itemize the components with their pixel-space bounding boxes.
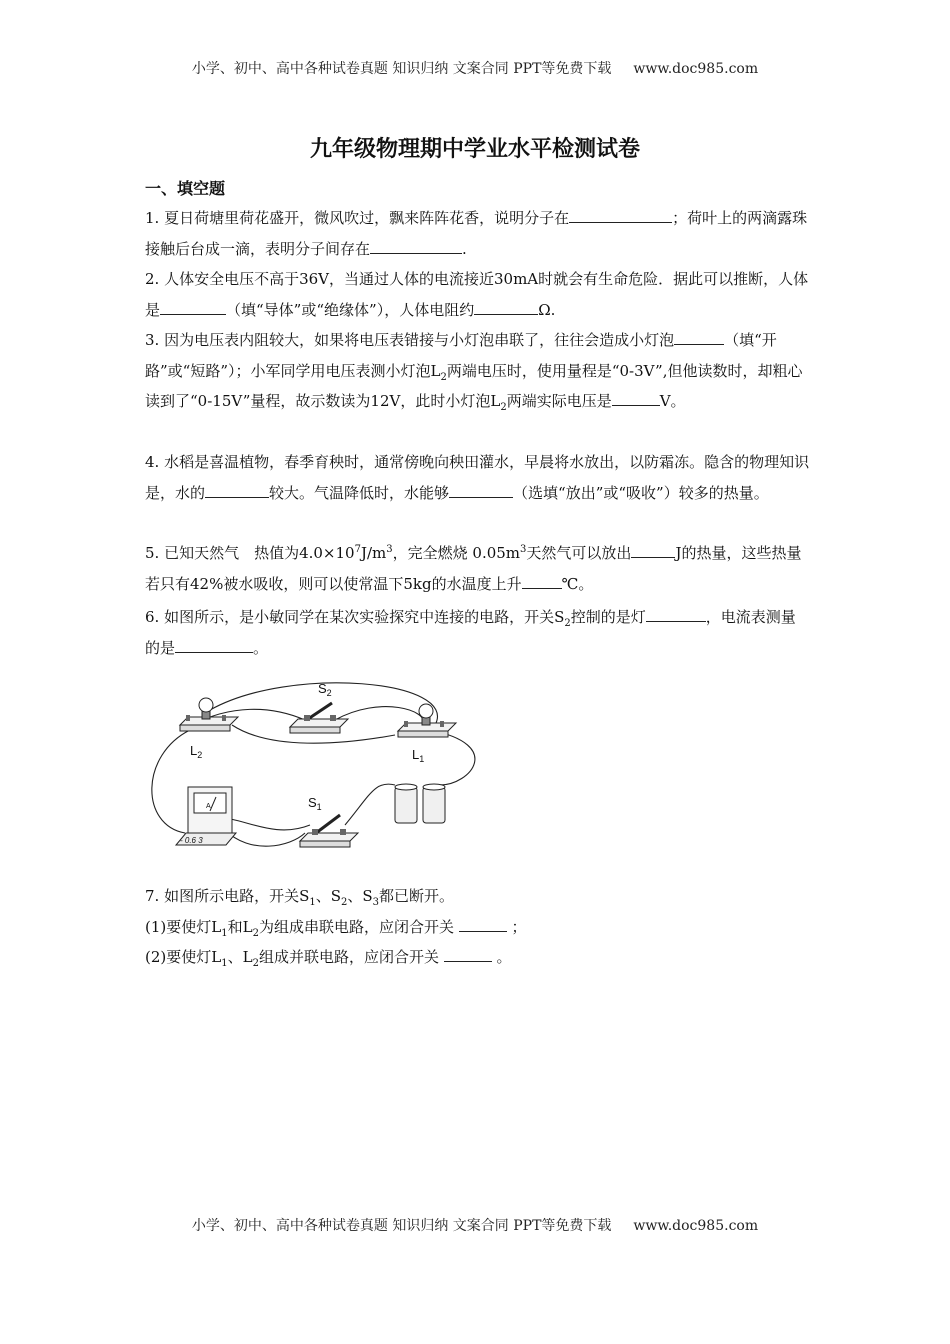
answer-blank[interactable] — [160, 298, 226, 315]
answer-blank[interactable] — [205, 481, 269, 498]
header-text: 小学、初中、高中各种试卷真题 知识归纳 文案合同 PPT等免费下载 — [191, 61, 612, 77]
answer-blank[interactable] — [612, 389, 660, 406]
bulb-icon — [419, 704, 433, 718]
label-l1: $L_1$ — [412, 747, 425, 764]
footer-url[interactable]: www.doc985.com — [633, 1218, 759, 1234]
circuit-diagram — [140, 675, 500, 865]
answer-blank[interactable] — [449, 481, 513, 498]
section-heading: 一、填空题 — [145, 179, 226, 198]
page-title: 九年级物理期中学业水平检测试卷 — [309, 137, 640, 162]
label-s2: $S_2$ — [318, 681, 332, 698]
meter-scale: - 0.6 3 — [180, 836, 203, 845]
answer-blank[interactable] — [370, 237, 462, 254]
answer-blank[interactable] — [175, 636, 253, 653]
answer-blank[interactable] — [474, 298, 538, 315]
question-5: 5. 已知天然气 热值为$4.0\times 10^7J/m^3$，完全燃烧 $0.05m^3$天然气可以放出 J的热量，这些热量若只有42%被水吸收，则可以使常温下5kg的水温度上升 ℃。 — [145, 538, 810, 599]
label-l2: $L_2$ — [190, 743, 203, 760]
answer-blank[interactable] — [522, 572, 562, 589]
footer-text: 小学、初中、高中各种试卷真题 知识归纳 文案合同 PPT等免费下载 — [191, 1218, 612, 1234]
answer-blank[interactable] — [459, 915, 507, 932]
answer-blank[interactable] — [631, 541, 675, 558]
question-7 — [145, 881, 810, 973]
lamp-l2 — [180, 698, 238, 731]
battery — [395, 784, 445, 823]
question-7-intro: 7. 如图所示电路，开关$S_1$、$S_2$、$S_3$都已断开。 — [145, 887, 455, 908]
page-header — [0, 58, 950, 78]
label-s1: $S_1$ — [308, 795, 322, 812]
bulb-icon — [199, 698, 213, 712]
question-1: 1. 夏日荷塘里荷花盛开，微风吹过，飘来阵阵花香，说明分子在 ；荷叶上的两滴露珠接触后台成一滴，表明分子间存在 . — [145, 203, 810, 264]
question-6: 6. 如图所示，是小敏同学在某次实验探究中连接的电路，开关$S_2$控制的是灯 ，电流表测量的是 。 — [145, 602, 810, 663]
page-footer — [0, 1215, 950, 1235]
header-url[interactable]: www.doc985.com — [633, 61, 759, 77]
question-2: 2. 人体安全电压不高于36V，当通过人体的电流接近30mA时就会有生命危险．据此可以推断，人体是 （填“导体”或“绝缘体”），人体电阻约 Ω. — [145, 270, 809, 319]
answer-blank[interactable] — [569, 206, 672, 223]
answer-blank[interactable] — [674, 328, 724, 345]
question-7-part-1: (1)要使灯$L_1$和$L_2$为组成串联电路，应闭合开关 ； — [145, 912, 810, 943]
answer-blank[interactable] — [646, 605, 706, 622]
answer-blank[interactable] — [444, 945, 492, 962]
question-7-part-2: (2)要使灯$L_1$、$L_2$组成并联电路，应闭合开关 。 — [145, 942, 810, 973]
question-4: 4. 水稻是喜温植物，春季育秧时，通常傍晚向秧田灌水，早晨将水放出，以防霜冻。隐含的物理知识是，水的 较大。气温降低时，水能够 （选填“放出”或“吸收”）较多的热量。 — [145, 453, 810, 502]
meter-label: A — [206, 803, 211, 810]
question-3: 3. 因为电压表内阻较大，如果将电压表错接与小灯泡串联了，往往会造成小灯泡 （填“开路”或“短路”）；小军同学用电压表测小灯泡$L_2$两端电压时，使用量程是“0-3V”,但他读数时，却粗心读到了“0-15V”量程，故示数读为12V，此时小灯泡$L_2$两端实际电压是 V。 — [145, 325, 810, 417]
